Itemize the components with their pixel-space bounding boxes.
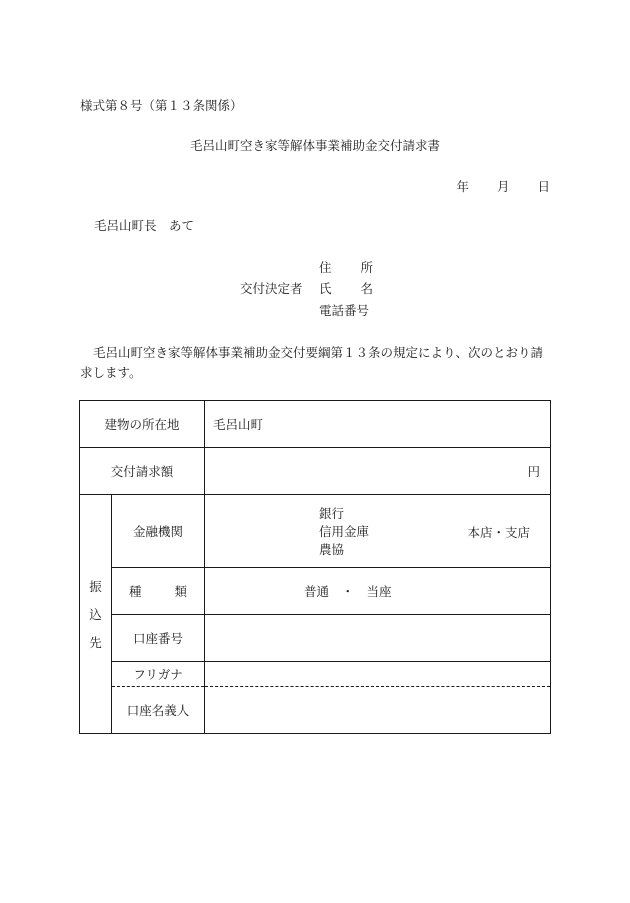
applicant-role: 交付決定者 [240,281,303,296]
bank-type-list [319,505,369,559]
form-number: 様式第８号（第１３条関係） [80,98,243,113]
amount-unit: 円 [527,464,540,479]
branch-type: 本店・支店 [467,525,530,540]
date-day-label: 日 [537,179,550,194]
account-holder-row [80,687,551,734]
bank-type-credit-union: 信用金庫 [319,524,370,539]
furigana-row [80,662,551,687]
bank-type-agri-coop: 農協 [319,542,345,557]
furigana-field[interactable] [205,662,551,687]
request-body-text: 毛呂山町空き家等解体事業補助金交付要綱第１３条の規定により、次のとおり請求します。 [80,345,544,380]
location-label: 建物の所在地 [80,401,205,448]
applicant-address-label: 住 所 [319,260,373,275]
applicant-name-label: 氏 名 [319,281,373,296]
location-row [80,401,551,448]
transfer-destination-label: 振 込 先 [80,495,112,734]
amount-row [80,448,551,495]
amount-label: 交付請求額 [80,448,205,495]
bank-label: 金融機関 [112,495,205,568]
account-number-row [80,615,551,662]
account-type-label: 種 類 [112,568,205,615]
amount-field[interactable] [205,448,551,495]
account-number-label: 口座番号 [112,615,205,662]
account-number-field[interactable] [205,615,551,662]
bank-field[interactable] [205,495,551,568]
furigana-label: フリガナ [112,662,205,687]
account-holder-field[interactable] [205,687,551,734]
document-title: 毛呂山町空き家等解体事業補助金交付請求書 [189,138,440,153]
account-type-options[interactable]: 普通 ・ 当座 [205,568,551,615]
bank-type-bank: 銀行 [319,506,345,521]
date-line [456,177,550,195]
date-year-label: 年 [456,179,469,194]
applicant-phone-label: 電話番号 [319,303,370,318]
addressee: 毛呂山町長 あて [94,218,195,233]
location-value[interactable]: 毛呂山町 [205,401,551,448]
account-holder-label: 口座名義人 [112,687,205,734]
request-form-table [79,400,551,734]
bank-row [80,495,551,568]
date-month-label: 月 [496,179,510,194]
account-type-row [80,568,551,615]
